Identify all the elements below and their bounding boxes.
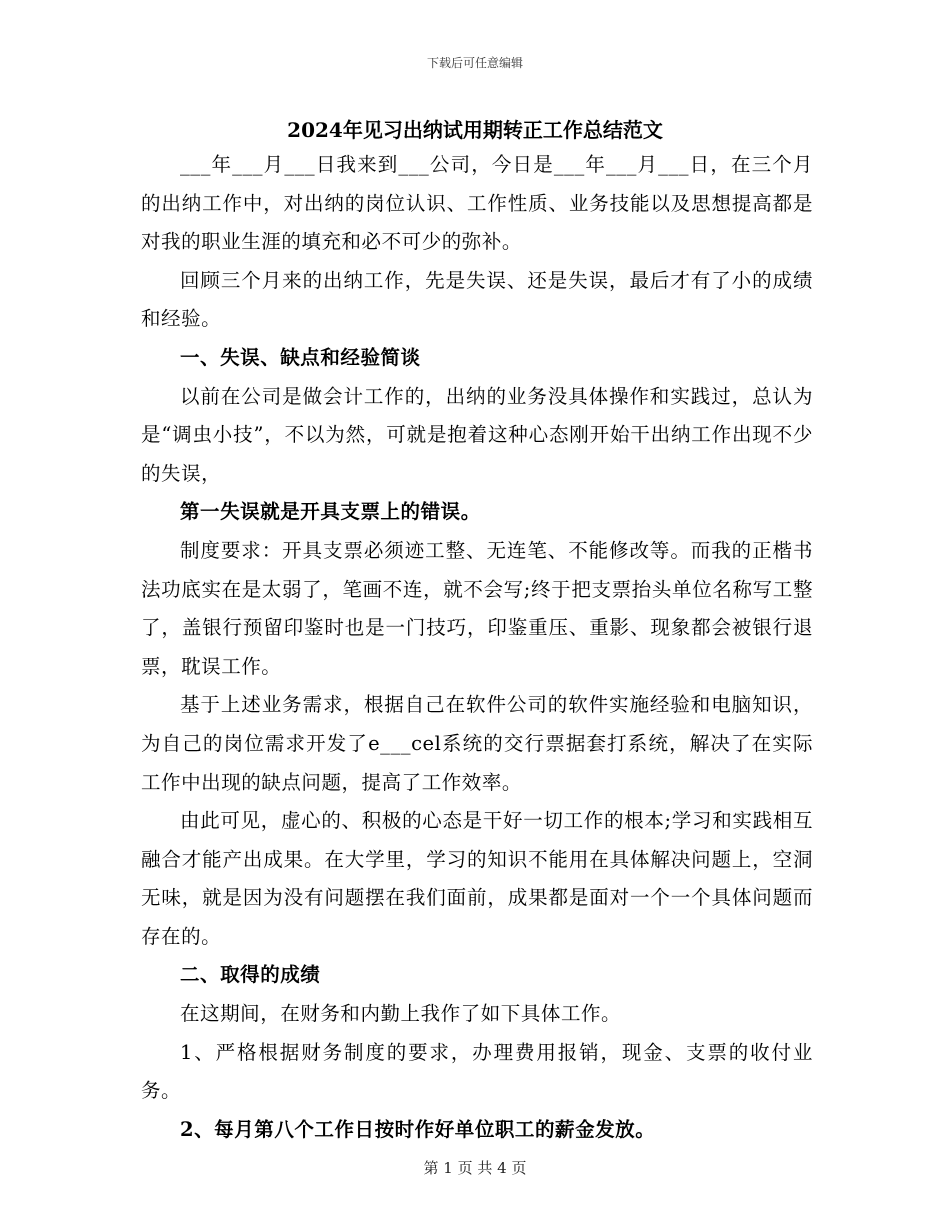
paragraph-work-intro: 在这期间，在财务和内勤上我作了如下具体工作。	[180, 1002, 622, 1026]
paragraph-cheque-rules: 制度要求：开具支票必须迹工整、无连笔、不能修改等。而我的正楷书法功底实在是太弱了，笔画不连，就不会写;终于把支票抬头单位名称写工整了，盖银行预留印鉴时也是一门技巧，印鉴重压、重影、现象都会被银行退票，耽误工作。	[141, 538, 813, 678]
list-item-2: 2、每月第八个工作日按时作好单位职工的薪金发放。	[180, 1117, 656, 1141]
section-heading-achievements: 二、取得的成绩	[180, 963, 321, 987]
paragraph-background: 以前在公司是做会计工作的，出纳的业务没具体操作和实践过，总认为是“调虫小技”，不以为然，可就是抱着这种心态刚开始干出纳工作出现不少的失误，	[141, 384, 813, 485]
document-title: 2024年见习出纳试用期转正工作总结范文	[287, 118, 663, 142]
paragraph-lesson: 由此可见，虚心的、积极的心态是干好一切工作的根本;学习和实践相互融合才能产出成果。在大学里，学习的知识不能用在具体解决问题上，空洞无味，就是因为没有问题摆在我们面前，成果都是面对一个一个具体问题而存在的。	[141, 809, 813, 948]
paragraph-intro: ___年___月___日我来到___公司，今日是___年___月___日，在三个月的出纳工作中，对出纳的岗位认识、工作性质、业务技能以及思想提高都是对我的职业生涯的填充和必不可少的弥补。	[141, 153, 813, 254]
list-item-1: 1、严格根据财务制度的要求，办理费用报销，现金、支票的收付业务。	[141, 1040, 813, 1103]
section-heading-mistakes: 一、失误、缺点和经验简谈	[180, 345, 421, 369]
header-note: 下载后可任意编辑	[426, 56, 523, 70]
paragraph-review: 回顾三个月来的出纳工作，先是失误、还是失误，最后才有了小的成绩和经验。	[141, 268, 813, 331]
subheading-first-mistake: 第一失误就是开具支票上的错误。	[180, 500, 481, 524]
paragraph-system-dev: 基于上述业务需求，根据自己在软件公司的软件实施经验和电脑知识，为自己的岗位需求开发了e___cel系统的交行票据套打系统，解决了在实际工作中出现的缺点问题，提高了工作效率。	[141, 693, 813, 794]
page-number: 第 1 页 共 4 页	[423, 1159, 527, 1177]
document-body	[141, 146, 813, 1149]
